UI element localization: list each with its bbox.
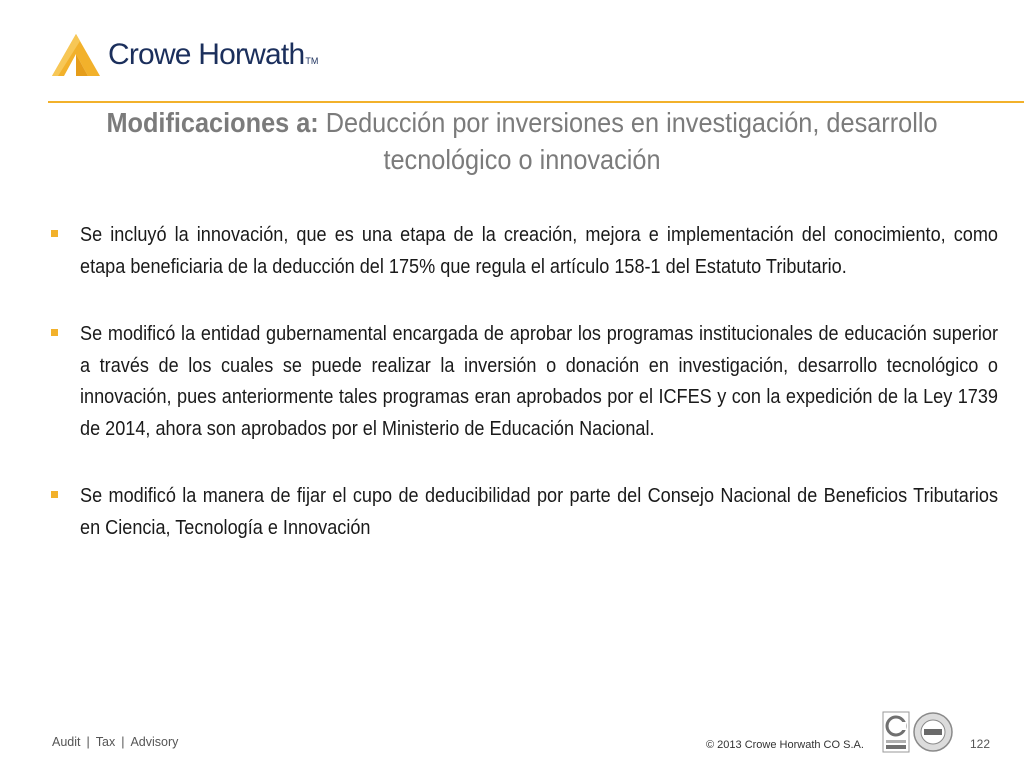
footer-audit: Audit [52,735,81,749]
bullet-square-icon [51,230,58,237]
list-item [48,319,998,445]
footer-tax: Tax [95,735,116,749]
crowe-triangle-logo-icon [50,32,102,78]
bullet-text: Se incluyó la innovación, que es una etapa de la creación, mejora e implementación del conocimiento, como etapa beneficiaria de la deducción del 175% que regula el artículo 158-1 del Estatuto Tributario. [80,224,999,278]
slide-title-rest: Deducción por inversiones en investigación, desarrollo tecnológico o innovación [318,107,938,175]
brand-name: Crowe HorwathTM [108,38,319,71]
iqnet-certification-seal-icon [912,711,954,753]
list-item [48,220,998,283]
footer-separator: | [86,735,90,749]
trademark-mark: TM [305,56,319,66]
footer-advisory: Advisory [130,735,179,749]
copyright-text: © 2013 Crowe Horwath CO S.A. [706,739,864,751]
slide-title-bold: Modificaciones a: [106,107,319,138]
iso-certification-seal-icon [882,711,910,753]
list-item [48,481,998,544]
bullet-text: Se modificó la manera de fijar el cupo de deducibilidad por parte del Consejo Nacional de Beneficios Tributarios en Ciencia, Tecnología e Innovación [80,485,999,539]
footer-services [52,735,178,749]
bullet-list [48,220,998,580]
bullet-square-icon [51,329,58,336]
bullet-square-icon [51,491,58,498]
footer-separator: | [121,735,125,749]
bullet-text: Se modificó la entidad gubernamental encargada de aprobar los programas institucionales de educación superior a través de los cuales se puede realizar la inversión o donación en investigación, desarrollo tecnológico o innovación, pues anteriormente tales programas eran aprobados por el ICFES y con la expedición de la Ley 1739 de 2014, ahora son aprobados por el Ministerio de Educación Nacional. [80,323,999,440]
slide-title [79,104,966,178]
header-divider [48,101,1024,103]
page-number: 122 [970,737,991,751]
